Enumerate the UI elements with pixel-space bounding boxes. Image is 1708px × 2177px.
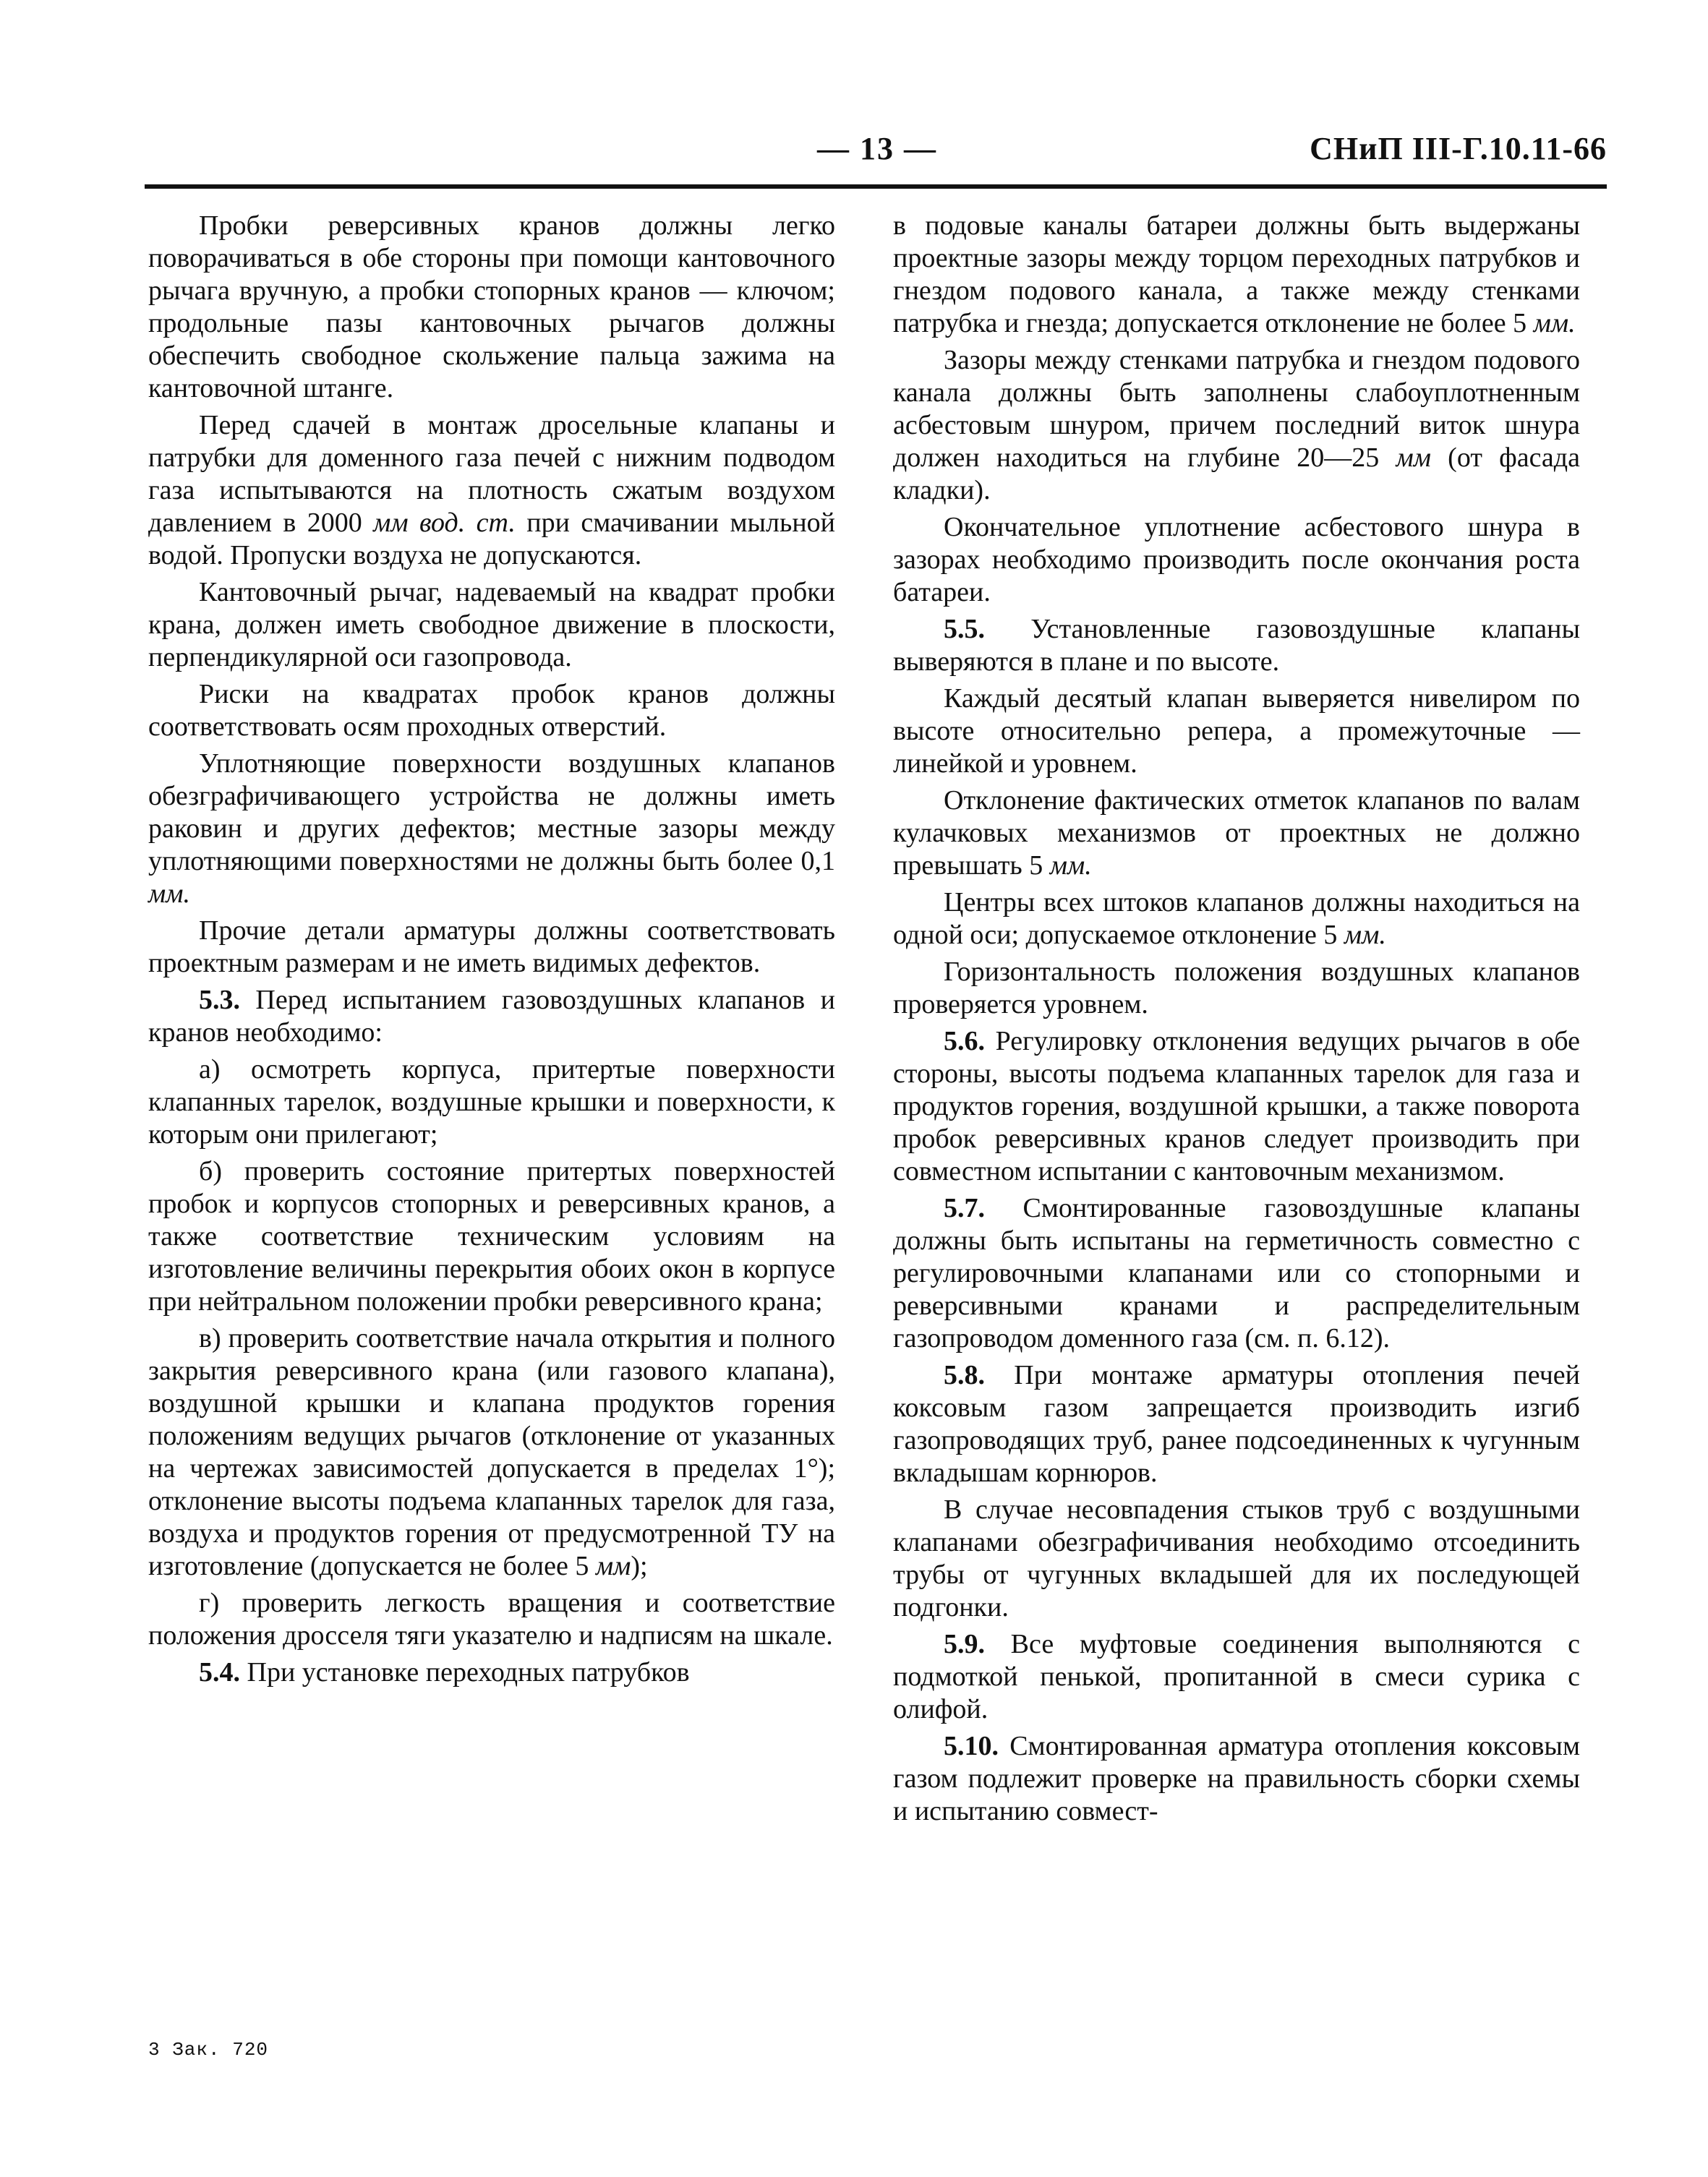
paragraph-text: При установке переходных патрубков: [247, 1657, 690, 1688]
paragraph: [893, 613, 1580, 678]
paragraph-text: В случае несовпадения стыков труб с воздушными клапанами обезграфичивания необходимо отсоединить трубы от чугунных вкладышей для их последующей подгонки.: [893, 1494, 1580, 1622]
section-number: 5.8.: [944, 1360, 985, 1390]
paragraph-text-tail: );: [631, 1551, 648, 1581]
paragraph-text: Уплотняющие поверхности воздушных клапанов обезграфичивающего устройства не должны иметь раковин и других дефектов; местные зазоры между уплотняющими поверхностями не должны быть более 0,1: [148, 748, 835, 876]
paragraph-text: Кантовочный рычаг, надеваемый на квадрат пробки крана, должен иметь свободное движение в плоскости, перпендикулярной оси газопровода.: [148, 577, 835, 672]
paragraph: [893, 886, 1580, 951]
unit-text: мм вод. ст.: [373, 508, 516, 538]
paragraph: [148, 1587, 835, 1652]
unit-text: мм: [595, 1551, 631, 1581]
paragraph: [148, 915, 835, 980]
paragraph: [893, 1359, 1580, 1489]
unit-text: мм.: [1344, 920, 1386, 950]
section-number: 5.7.: [944, 1193, 985, 1223]
paragraph-text: Зазоры между стенками патрубка и гнездом подового канала должны быть заполнены слабоуплотненным асбестовым шнуром, причем последний виток шнура должен находиться на глубине 20—25: [893, 345, 1580, 473]
paragraph-text: Перед испытанием газовоздушных клапанов и кранов необходимо:: [148, 985, 835, 1048]
paragraph-text: Смонтированные газовоздушные клапаны должны быть испытаны на герметичность совместно с регулировочными клапанами или со стопорными и реверсивными кранами и распределительным газопроводом доменного газа (см. п. 6.12).: [893, 1193, 1581, 1353]
paragraph: [893, 511, 1580, 609]
paragraph: [893, 1192, 1580, 1355]
document-code: СНиП III-Г.10.11-66: [1310, 131, 1607, 166]
paragraph-text: Горизонтальность положения воздушных клапанов проверяется уровнем.: [893, 957, 1580, 1019]
paragraph: [148, 576, 835, 674]
paragraph: [148, 678, 835, 743]
unit-text: мм: [1396, 442, 1431, 473]
paragraph-text: Отклонение фактических отметок клапанов по валам кулачковых механизмов от проектных не должно превышать 5: [893, 785, 1580, 881]
paragraph-text: г) проверить легкость вращения и соответствие положения дросселя тяги указателю и надписям на шкале.: [148, 1588, 835, 1651]
paragraph: [893, 683, 1580, 780]
section-number: 5.9.: [944, 1629, 985, 1659]
header-rule: [145, 184, 1607, 189]
section-number: 5.6.: [944, 1026, 985, 1056]
paragraph-text: При монтаже арматуры отопления печей коксовым газом запрещается производить изгиб газопроводящих труб, ранее подсоединенных к чугунным вкладышам корнюров.: [893, 1360, 1581, 1488]
paragraph-text: а) осмотреть корпуса, притертые поверхности клапанных тарелок, воздушные крышки и поверхности, к которым они прилегают;: [148, 1054, 835, 1150]
paragraph: [893, 210, 1580, 340]
paragraph: [148, 210, 835, 405]
paragraph: [148, 748, 835, 910]
paragraph-text: в) проверить соответствие начала открытия и полного закрытия реверсивного крана (или газового клапана), воздушной крышки и клапана продуктов горения положениям ведущих рычагов (отклонение от указанных на чертежах зависимостей допускается в пределах 1°); отклонение высоты подъема клапанных тарелок для газа, воздуха и продуктов горения от предусмотренной ТУ на изготовление (допускается не более 5: [148, 1323, 835, 1581]
paragraph: [893, 1025, 1580, 1188]
paragraph-text-tail: (от фасада кладки).: [893, 442, 1580, 505]
paragraph-text: Окончательное уплотнение асбестового шнура в зазорах необходимо производить после окончания роста батареи.: [893, 512, 1580, 607]
section-number: 5.5.: [944, 614, 985, 644]
page-header: [145, 130, 1607, 174]
unit-text: мм.: [1049, 850, 1092, 881]
print-order-note: 3 Зак. 720: [148, 2039, 269, 2061]
section-number: 5.10.: [944, 1731, 999, 1761]
paragraph: [148, 984, 835, 1049]
paragraph: [148, 1053, 835, 1151]
paragraph: [148, 1322, 835, 1583]
paragraph: [893, 784, 1580, 882]
page-number: — 13 —: [817, 131, 937, 166]
paragraph-text: Риски на квадратах пробок кранов должны соответствовать осям проходных отверстий.: [148, 679, 835, 742]
right-column: [893, 210, 1580, 1832]
unit-text: мм.: [148, 878, 191, 909]
paragraph: [148, 1656, 835, 1689]
paragraph: [893, 1730, 1580, 1828]
paragraph-text-tail: при смачивании мыльной водой. Пропуски воздуха не допускаются.: [148, 508, 836, 570]
paragraph: [893, 344, 1580, 507]
paragraph-text: Установленные газовоздушные клапаны выверяются в плане и по высоте.: [893, 614, 1580, 677]
paragraph-text: Центры всех штоков клапанов должны находиться на одной оси; допускаемое отклонение 5: [893, 887, 1580, 950]
paragraph: [148, 1155, 835, 1318]
paragraph-text: Все муфтовые соединения выполняются с подмоткой пенькой, пропитанной в смеси сурика с олифой.: [893, 1629, 1581, 1724]
paragraph: [893, 1628, 1580, 1726]
section-number: 5.3.: [199, 985, 240, 1015]
paragraph-text: Перед сдачей в монтаж дросельные клапаны и патрубки для доменного газа печей с нижним подводом газа испытываются на плотность сжатым воздухом давлением в 2000: [148, 410, 835, 538]
paragraph: [148, 409, 835, 572]
paragraph-text: Пробки реверсивных кранов должны легко поворачиваться в обе стороны при помощи кантовочного рычага вручную, а пробки стопорных кранов — ключом; продольные пазы кантовочных рычагов должны обеспечить свободное скольжение пальца зажима на кантовочной штанге.: [148, 210, 835, 403]
paragraph-text: Прочие детали арматуры должны соответствовать проектным размерам и не иметь видимых дефектов.: [148, 915, 835, 978]
paragraph-text: Смонтированная арматура отопления коксовым газом подлежит проверке на правильность сборки схемы и испытанию совмест-: [893, 1731, 1580, 1826]
section-number: 5.4.: [199, 1657, 240, 1688]
paragraph-text: в подовые каналы батареи должны быть выдержаны проектные зазоры между торцом переходных патрубков и гнездом подового канала, а также между стенками патрубка и гнезда; допускается отклонение не более 5: [893, 210, 1580, 338]
paragraph: [893, 956, 1580, 1021]
unit-text: мм.: [1533, 308, 1576, 338]
paragraph-text: Регулировку отклонения ведущих рычагов в обе стороны, высоты подъема клапанных тарелок для газа и продуктов горения, воздушной крышки, а также поворота пробок реверсивных кранов следует производить при совместном испытании с кантовочным механизмом.: [893, 1026, 1581, 1186]
paragraph-text: б) проверить состояние притертых поверхностей пробок и корпусов стопорных и реверсивных кранов, а также соответствие техническим условиям на изготовление величины перекрытия обоих окон в корпусе при нейтральном положении пробки реверсивного крана;: [148, 1156, 835, 1317]
paragraph-text: Каждый десятый клапан выверяется нивелиром по высоте относительно репера, а промежуточные — линейкой и уровнем.: [893, 683, 1580, 779]
paragraph: [893, 1494, 1580, 1624]
left-column: [148, 210, 835, 1693]
